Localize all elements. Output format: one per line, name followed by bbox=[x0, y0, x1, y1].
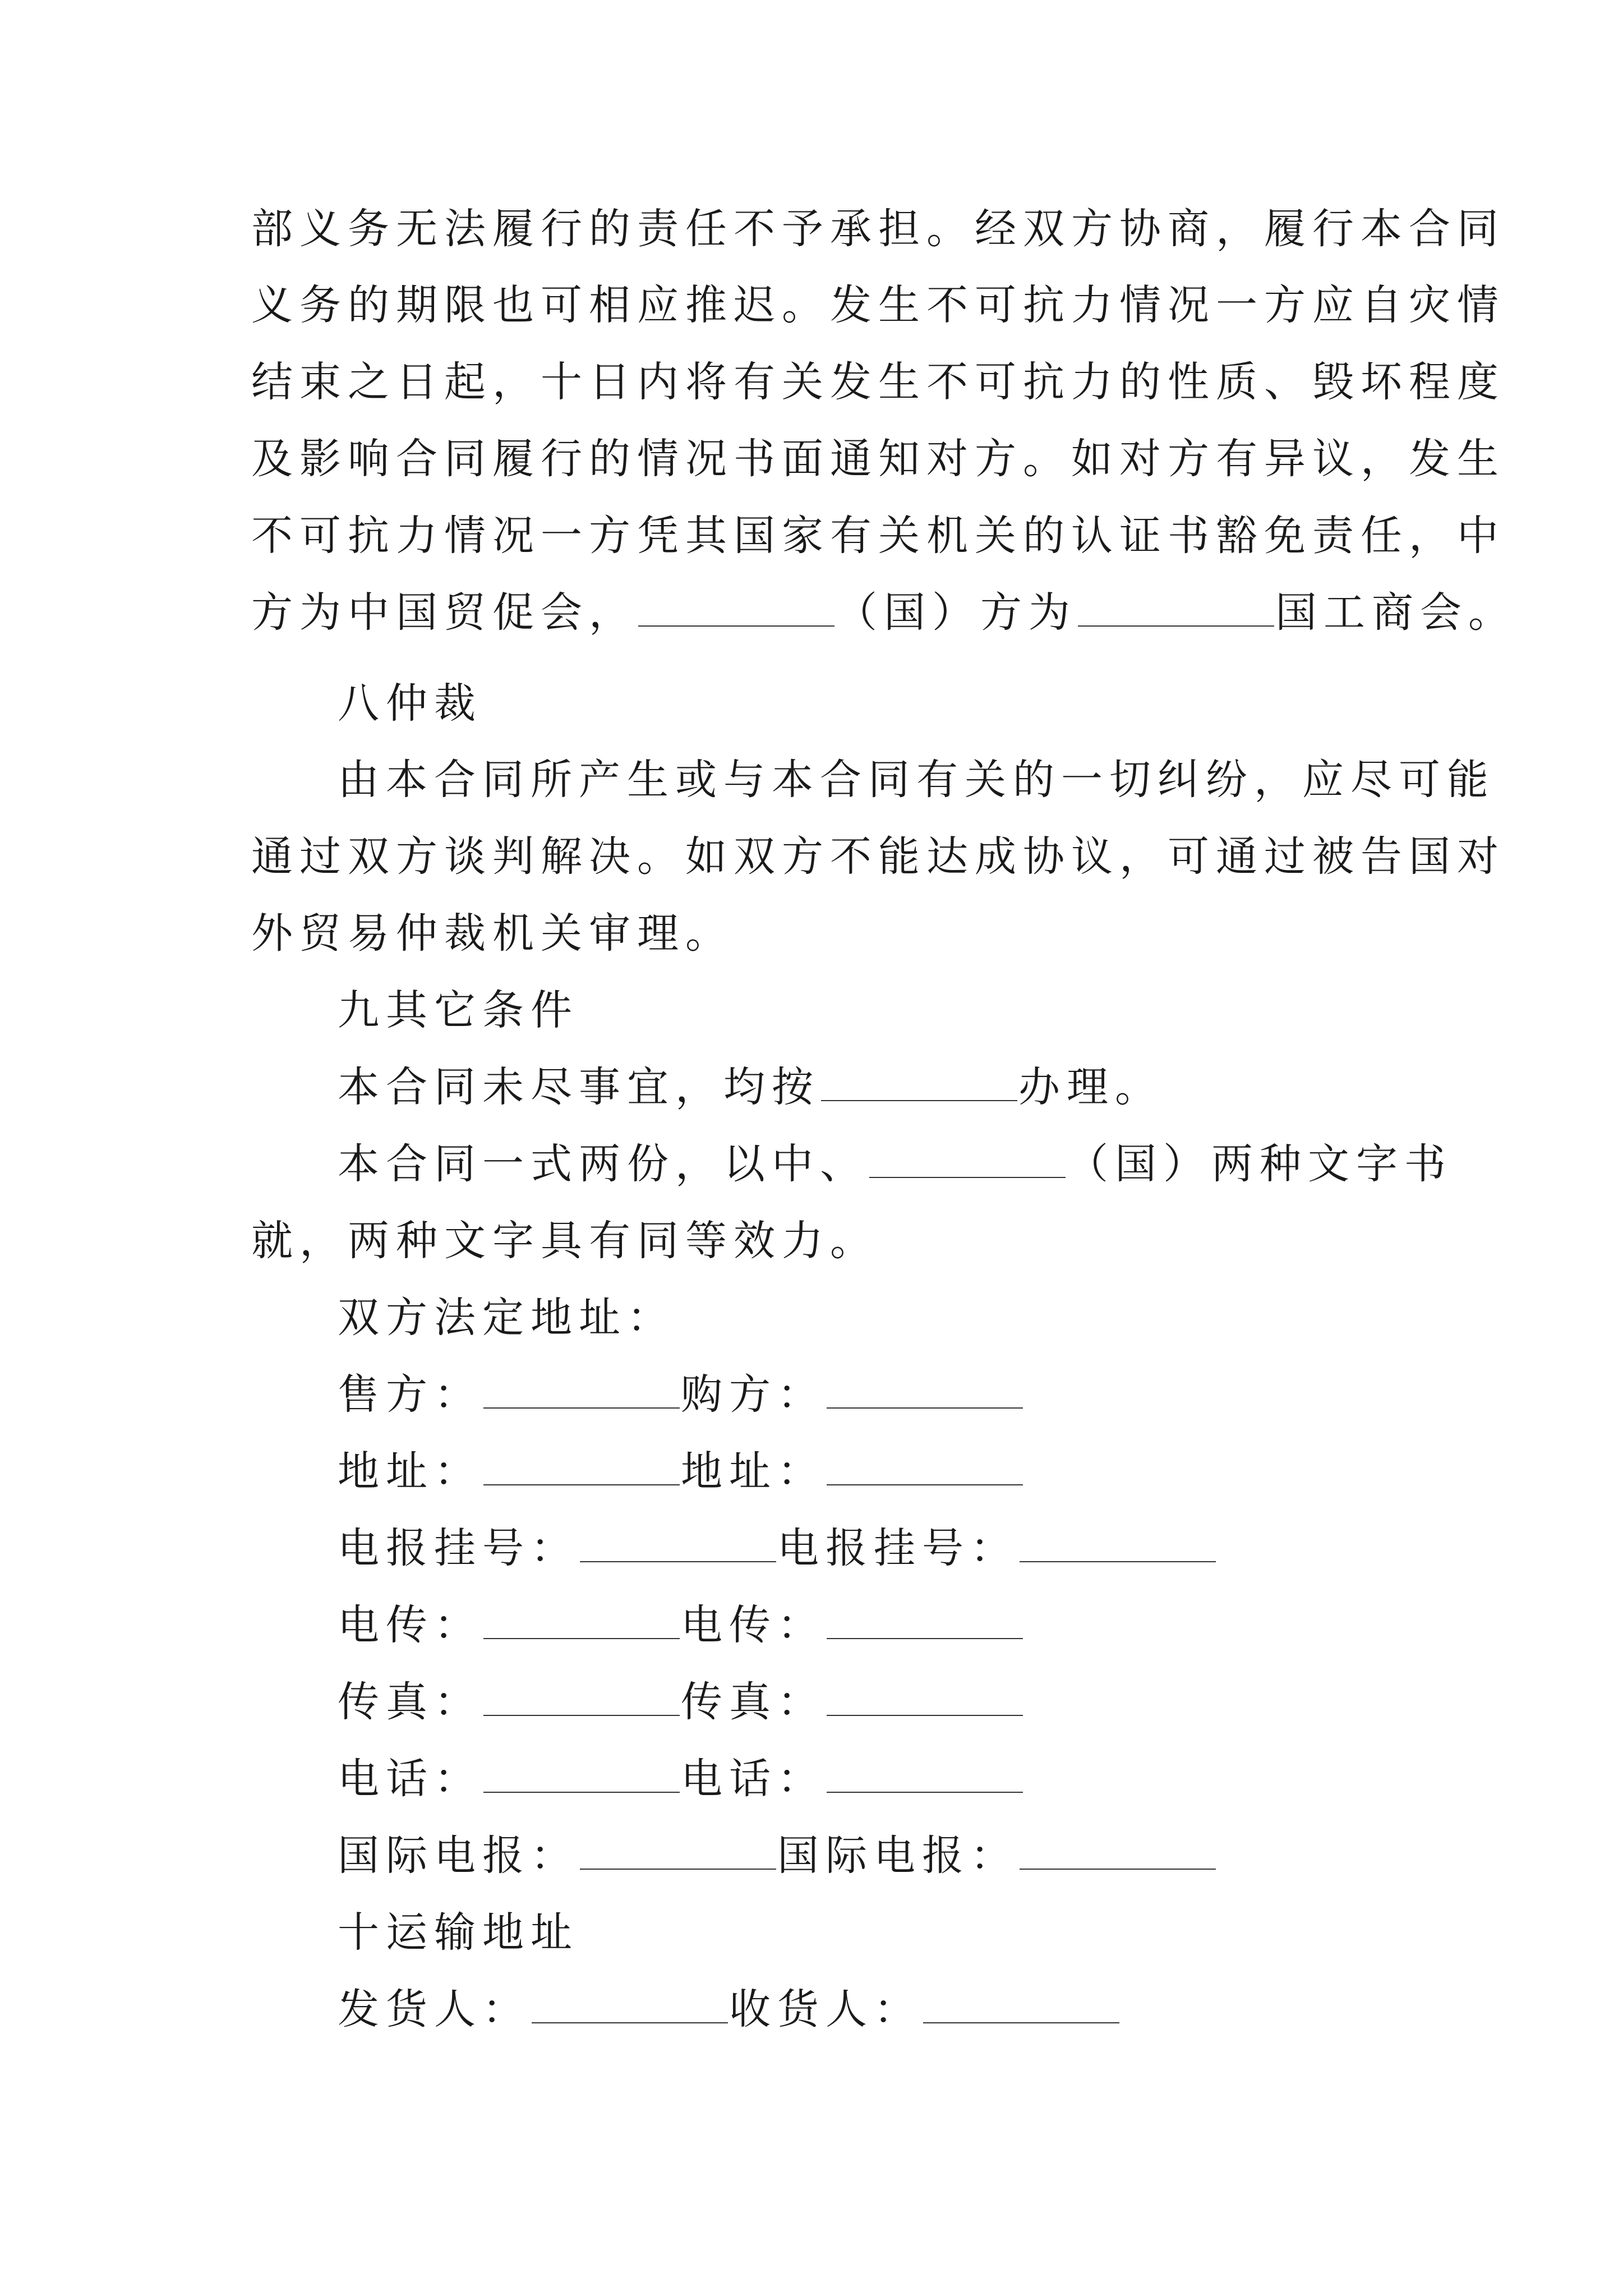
text: 部义务无法履行的责任不予承担。经双方协商，履行本合同 bbox=[251, 205, 1505, 253]
shipping-row bbox=[338, 1981, 1121, 2037]
text: （国）两种文字书 bbox=[1067, 1140, 1453, 1188]
blank-field bbox=[638, 592, 834, 627]
blank-field bbox=[827, 1758, 1023, 1793]
blank-field bbox=[1020, 1527, 1216, 1562]
paragraph-line bbox=[251, 431, 1505, 487]
text: 本合同一式两份，以中、 bbox=[338, 1140, 868, 1188]
blank-field bbox=[827, 1451, 1023, 1485]
section-heading bbox=[338, 1904, 579, 1961]
label: 售方： bbox=[338, 1370, 482, 1419]
paragraph-line bbox=[251, 354, 1505, 410]
text: 本合同未尽事宜，均按 bbox=[338, 1063, 820, 1111]
paragraph-line bbox=[251, 277, 1505, 333]
blank-field bbox=[483, 1374, 680, 1409]
label: 地址： bbox=[338, 1447, 482, 1496]
text: 九其它条件 bbox=[338, 986, 579, 1034]
text: 方为中国贸促会， bbox=[251, 588, 637, 637]
paragraph-line bbox=[251, 1213, 878, 1269]
text: 结束之日起，十日内将有关发生不可抗力的性质、毁坏程度 bbox=[251, 358, 1505, 406]
blank-field bbox=[483, 1451, 680, 1485]
text: 八仲裁 bbox=[338, 679, 482, 728]
text: 义务的期限也可相应推迟。发生不可抗力情况一方应自灾情 bbox=[251, 281, 1505, 329]
text: 双方法定地址： bbox=[338, 1294, 675, 1342]
paragraph-line bbox=[251, 201, 1505, 257]
section-heading bbox=[338, 982, 579, 1038]
section-heading bbox=[338, 1290, 675, 1346]
paragraph-line bbox=[338, 752, 1495, 808]
blank-field bbox=[483, 1758, 680, 1793]
address-row bbox=[338, 1828, 1217, 1884]
paragraph-line bbox=[338, 1059, 1163, 1115]
address-row bbox=[338, 1443, 1024, 1499]
text: （国）方为 bbox=[836, 588, 1077, 637]
text: 及影响合同履行的情况书面通知对方。如对方有异议，发生 bbox=[251, 435, 1505, 483]
paragraph-line bbox=[251, 905, 734, 961]
text: 就，两种文字具有同等效力。 bbox=[251, 1217, 878, 1265]
blank-field bbox=[580, 1527, 776, 1562]
text: 国工商会。 bbox=[1275, 588, 1516, 637]
section-heading bbox=[338, 675, 482, 731]
blank-field bbox=[923, 1989, 1119, 2023]
label: 国际电报： bbox=[777, 1832, 1018, 1880]
address-row bbox=[338, 1751, 1024, 1807]
text: 由本合同所产生或与本合同有关的一切纠纷，应尽可能 bbox=[338, 756, 1495, 804]
blank-field bbox=[483, 1681, 680, 1716]
blank-field bbox=[483, 1604, 680, 1639]
label: 购方： bbox=[681, 1370, 826, 1419]
label: 传真： bbox=[681, 1678, 826, 1726]
blank-field bbox=[827, 1681, 1023, 1716]
blank-field bbox=[869, 1143, 1066, 1178]
label: 电传： bbox=[338, 1601, 482, 1649]
blank-field bbox=[827, 1604, 1023, 1639]
text: 不可抗力情况一方凭其国家有关机关的认证书豁免责任，中 bbox=[251, 512, 1505, 560]
label: 电话： bbox=[681, 1755, 826, 1803]
label: 电报挂号： bbox=[777, 1524, 1018, 1572]
blank-field bbox=[1078, 592, 1274, 627]
text: 十运输地址 bbox=[338, 1908, 579, 1957]
label: 电报挂号： bbox=[338, 1524, 579, 1572]
label: 国际电报： bbox=[338, 1832, 579, 1880]
address-row bbox=[338, 1597, 1024, 1653]
label: 发货人： bbox=[338, 1985, 531, 2033]
paragraph-line bbox=[338, 1136, 1453, 1192]
blank-field bbox=[532, 1989, 728, 2023]
paragraph-line bbox=[251, 585, 1516, 641]
paragraph-line bbox=[251, 829, 1505, 885]
address-row bbox=[338, 1366, 1024, 1423]
label: 传真： bbox=[338, 1678, 482, 1726]
address-row bbox=[338, 1674, 1024, 1730]
label: 收货人： bbox=[729, 1985, 922, 2033]
paragraph-line bbox=[251, 508, 1505, 564]
text: 办理。 bbox=[1018, 1063, 1163, 1111]
blank-field bbox=[1020, 1835, 1216, 1870]
label: 电话： bbox=[338, 1755, 482, 1803]
blank-field bbox=[827, 1374, 1023, 1409]
label: 电传： bbox=[681, 1601, 826, 1649]
blank-field bbox=[821, 1066, 1017, 1101]
address-row bbox=[338, 1520, 1217, 1576]
text: 通过双方谈判解决。如双方不能达成协议，可通过被告国对 bbox=[251, 832, 1505, 881]
blank-field bbox=[580, 1835, 776, 1870]
text: 外贸易仲裁机关审理。 bbox=[251, 909, 734, 958]
label: 地址： bbox=[681, 1447, 826, 1496]
